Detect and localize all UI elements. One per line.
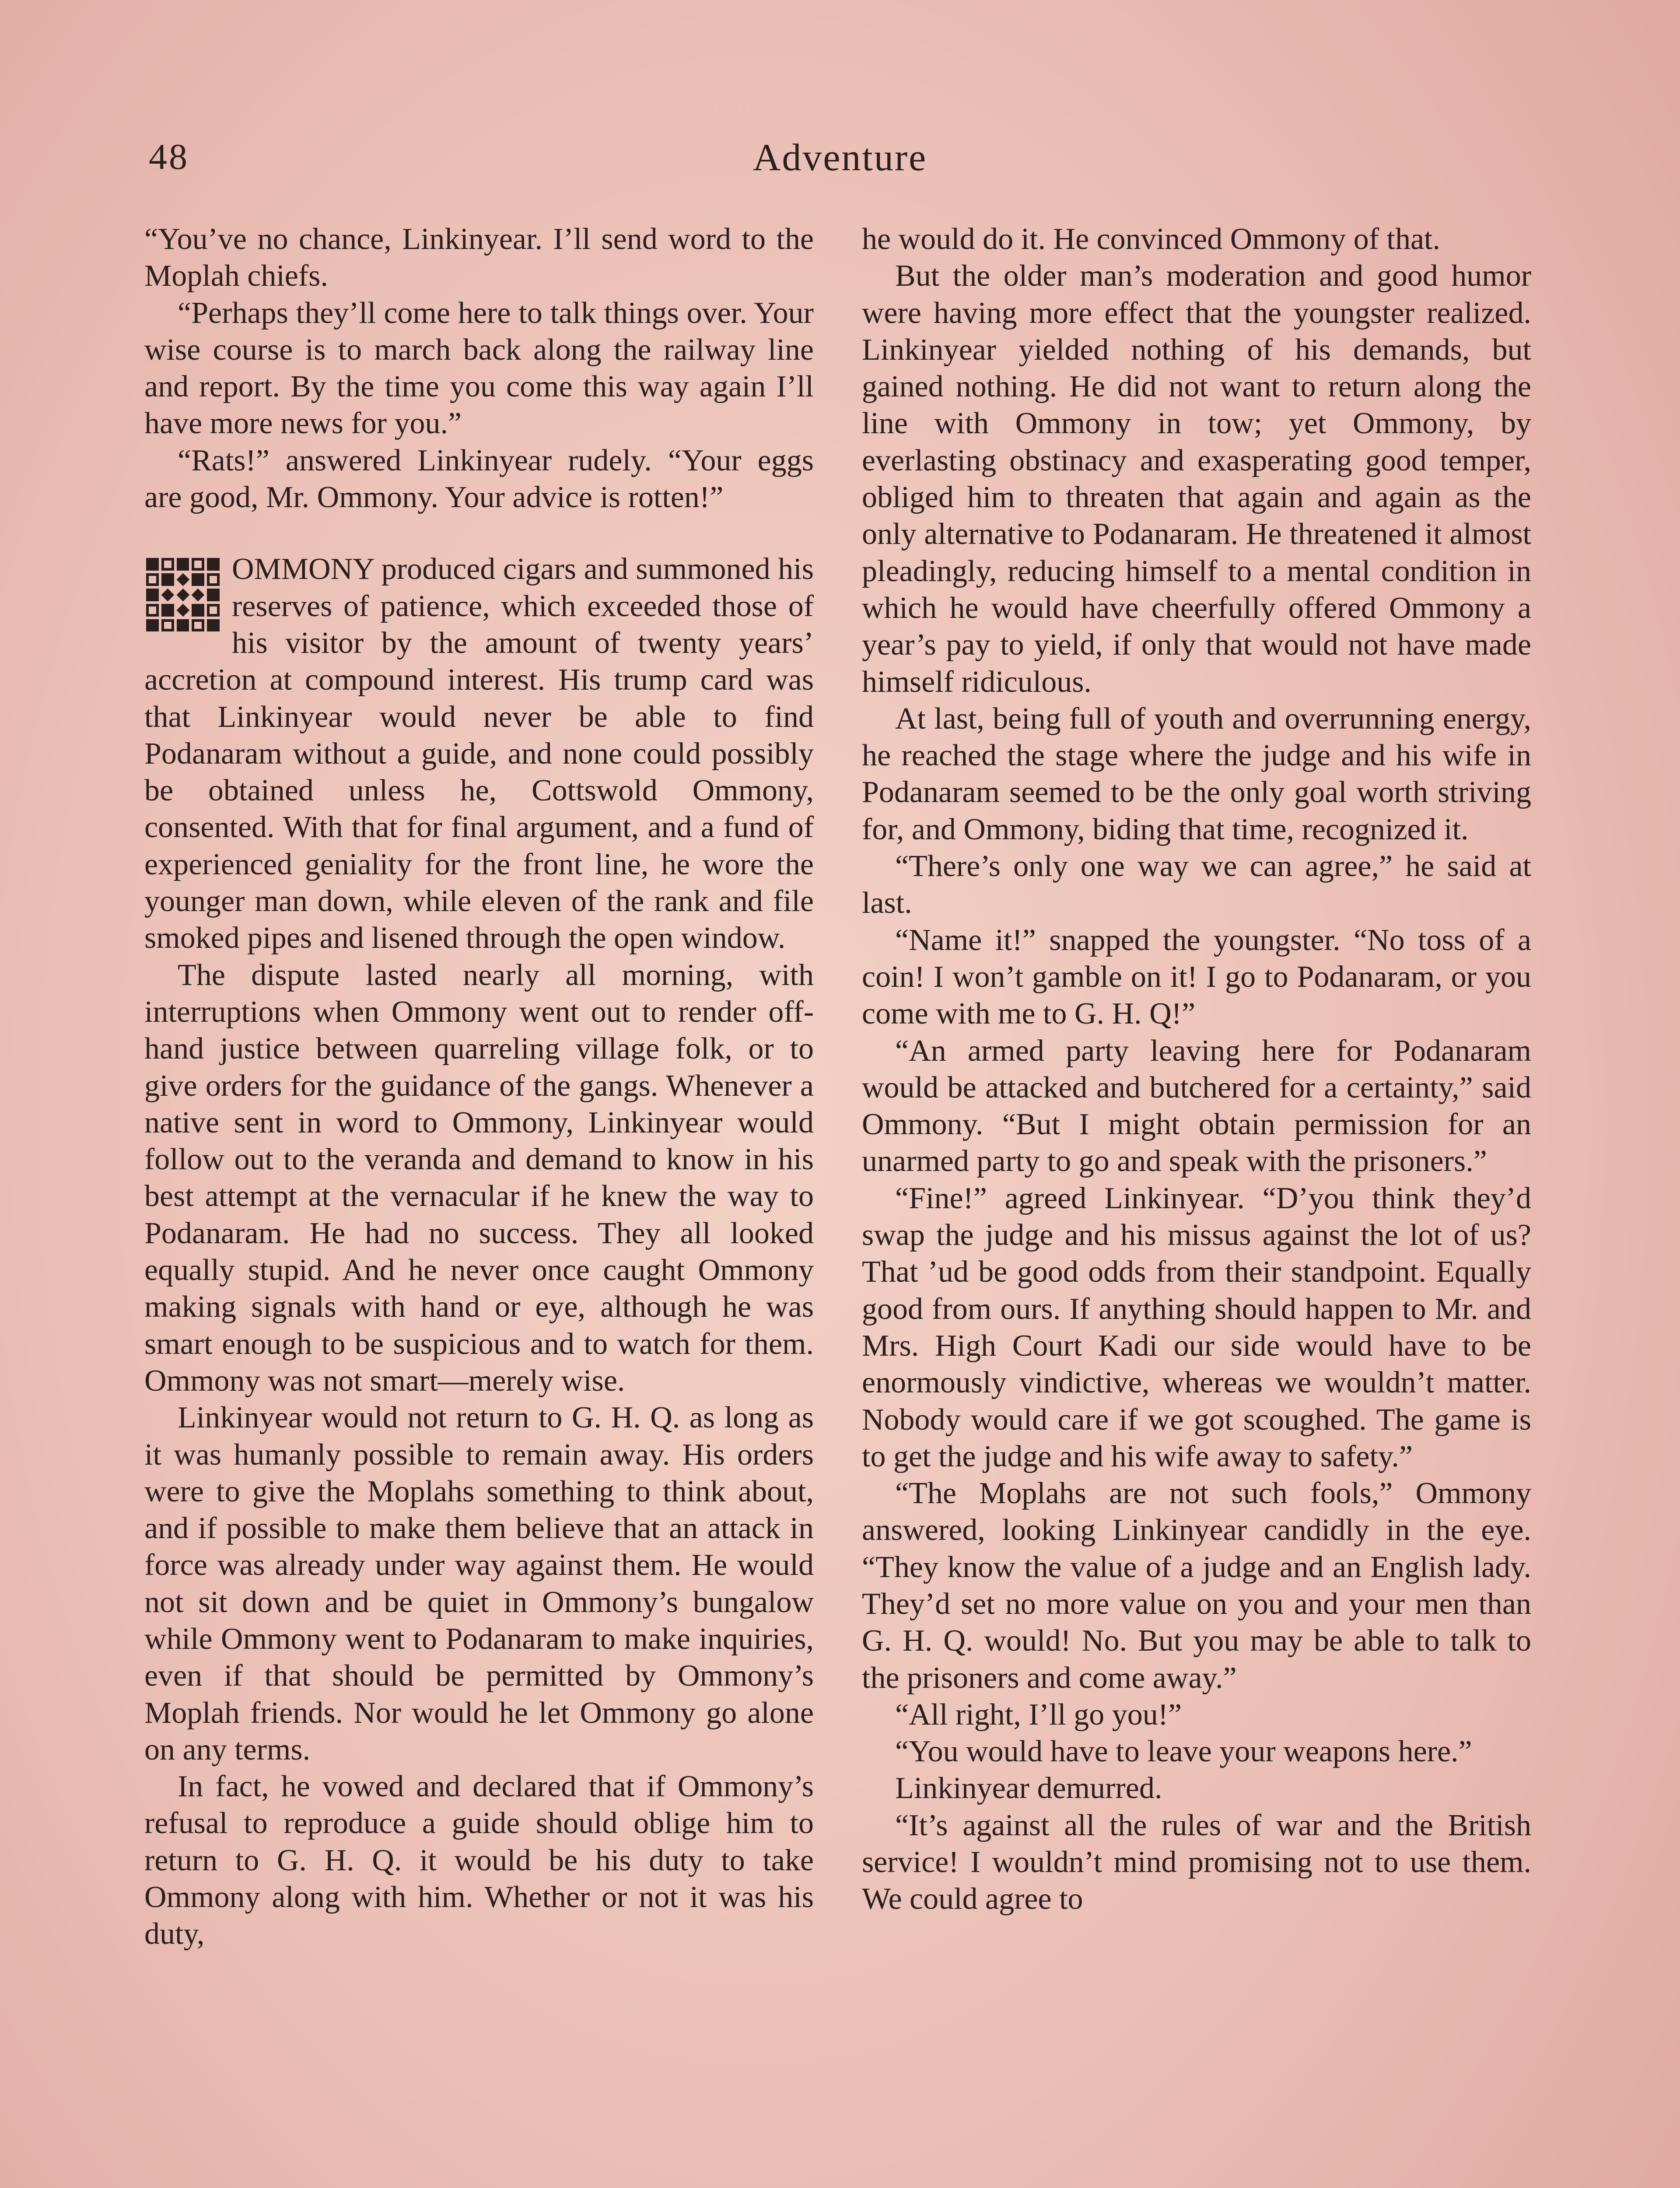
paragraph: “You would have to leave your weapons here.”: [895, 1735, 1472, 1769]
paragraph: “You’ve no chance, Linkinyear. I’ll send word to the Moplah chiefs.: [144, 222, 814, 293]
paragraph: “Rats!” answered Linkinyear rudely. “Your eggs are good, Mr. Ommony. Your advice is rotten!”: [144, 443, 814, 515]
paragraph: At last, being full of youth and overrunning energy, he reached the stage where the judge and his wife in Podanaram seemed to be the only goal worth striving for, and Ommony, biding that time, recognized it.: [862, 701, 1531, 846]
paragraph: “An armed party leaving here for Podanaram would be attacked and butchered for a certainty,” said Ommony. “But I might obtain permission for an unarmed party to go and speak with the prisoners.”: [862, 1034, 1531, 1178]
paragraph: The dispute lasted nearly all morning, with interruptions when Ommony went out to render off-hand justice between quarreling village folk, or to give orders for the guidance of the gangs. Whenever a native sent in word to Ommony, Linkinyear would follow out to the veranda and demand to know in his best attempt at the vernacular if he knew the way to Podanaram. He had no success. They all looked equally stupid. And he never once caught Ommony making signals with hand or eye, although he was smart enough to be suspicious and to watch for them. Ommony was not smart—merely wise.: [144, 958, 814, 1398]
ornamental-dingbat-icon: [146, 558, 220, 631]
page-header: [144, 131, 1536, 193]
paragraph: “The Moplahs are not such fools,” Ommony answered, looking Linkinyear candidly in the eye. “They know the value of a judge and an English lady. They’d set no more value on you and your men than G. H. Q. would! No. But you may be able to talk to the prisoners and come away.”: [862, 1476, 1531, 1695]
right-column: [862, 221, 1531, 1918]
page-number: 48: [149, 137, 189, 177]
paragraph: Linkinyear would not return to G. H. Q. as long as it was humanly possible to remain away. His orders were to give the Moplahs something to think about, and if possible to make them believe that an attack in force was already under way against them. He would not sit down and be quiet in Ommony’s bungalow while Ommony went to Podanaram to make inquiries, even if that should be permitted by Ommony’s Moplah friends. Nor would he let Ommony go alone on any terms.: [144, 1401, 814, 1767]
paragraph: But the older man’s moderation and good humor were having more effect that the youngster realized. Linkinyear yielded nothing of his demands, but gained nothing. He did not want to return along the line with Ommony in tow; yet Ommony, by everlasting obstinacy and exasperating good temper, obliged him to threaten that again and again as the only alternative to Podanaram. He threatened it almost pleadingly, reducing himself to a mental condition in which he would have cheerfully offered Ommony a year’s pay to yield, if only that would not have made himself ridiculous.: [862, 259, 1531, 699]
paragraph: “Name it!” snapped the youngster. “No toss of a coin! I won’t gamble on it! I go to Podanaram, or you come with me to G. H. Q!”: [862, 923, 1531, 1031]
paragraph: “It’s against all the rules of war and the British service! I wouldn’t mind promising not to use them. We could agree to: [862, 1808, 1531, 1916]
paragraph: Linkinyear demurred.: [895, 1771, 1162, 1806]
magazine-title: Adventure: [752, 137, 928, 179]
left-column: [144, 221, 814, 1953]
paragraph: “Perhaps they’ll come here to talk things over. Your wise course is to march back along the railway line and report. By the time you come this way again I’ll have more news for you.”: [144, 296, 814, 441]
paragraph: “All right, I’ll go you!”: [895, 1697, 1182, 1732]
paragraph: he would do it. He convinced Ommony of that.: [862, 222, 1440, 256]
paragraph: “Fine!” agreed Linkinyear. “D’you think they’d swap the judge and his missus against the lot of us? That ’ud be good odds from their standpoint. Equally good from ours. If anything should happen to Mr. and Mrs. High Court Kadi our side would have to be enormously vindictive, whereas we wouldn’t matter. Nobody would care if we got scoughed. The game is to get the judge and his wife away to safety.”: [862, 1181, 1531, 1473]
paragraph: In fact, he vowed and declared that if Ommony’s refusal to reproduce a guide should oblige him to return to G. H. Q. it would be his duty to take Ommony along with him. Whether or not it was his duty,: [144, 1770, 814, 1951]
section-break: [144, 516, 814, 551]
section-opening-paragraph: OMMONY produced cigars and summoned his reserves of patience, which exceeded those of his visitor by the amount of twenty years’ accretion at compound interest. His trump card was that Linkinyear would never be able to find Podanaram without a guide, and none could possibly be obtained unless he, Cottswold Ommony, consented. With that for final argument, and a fund of experienced geniality for the front line, he wore the younger man down, while eleven of the rank and file smoked pipes and lisened through the open window.: [144, 552, 814, 955]
paragraph: “There’s only one way we can agree,” he said at last.: [862, 849, 1531, 920]
